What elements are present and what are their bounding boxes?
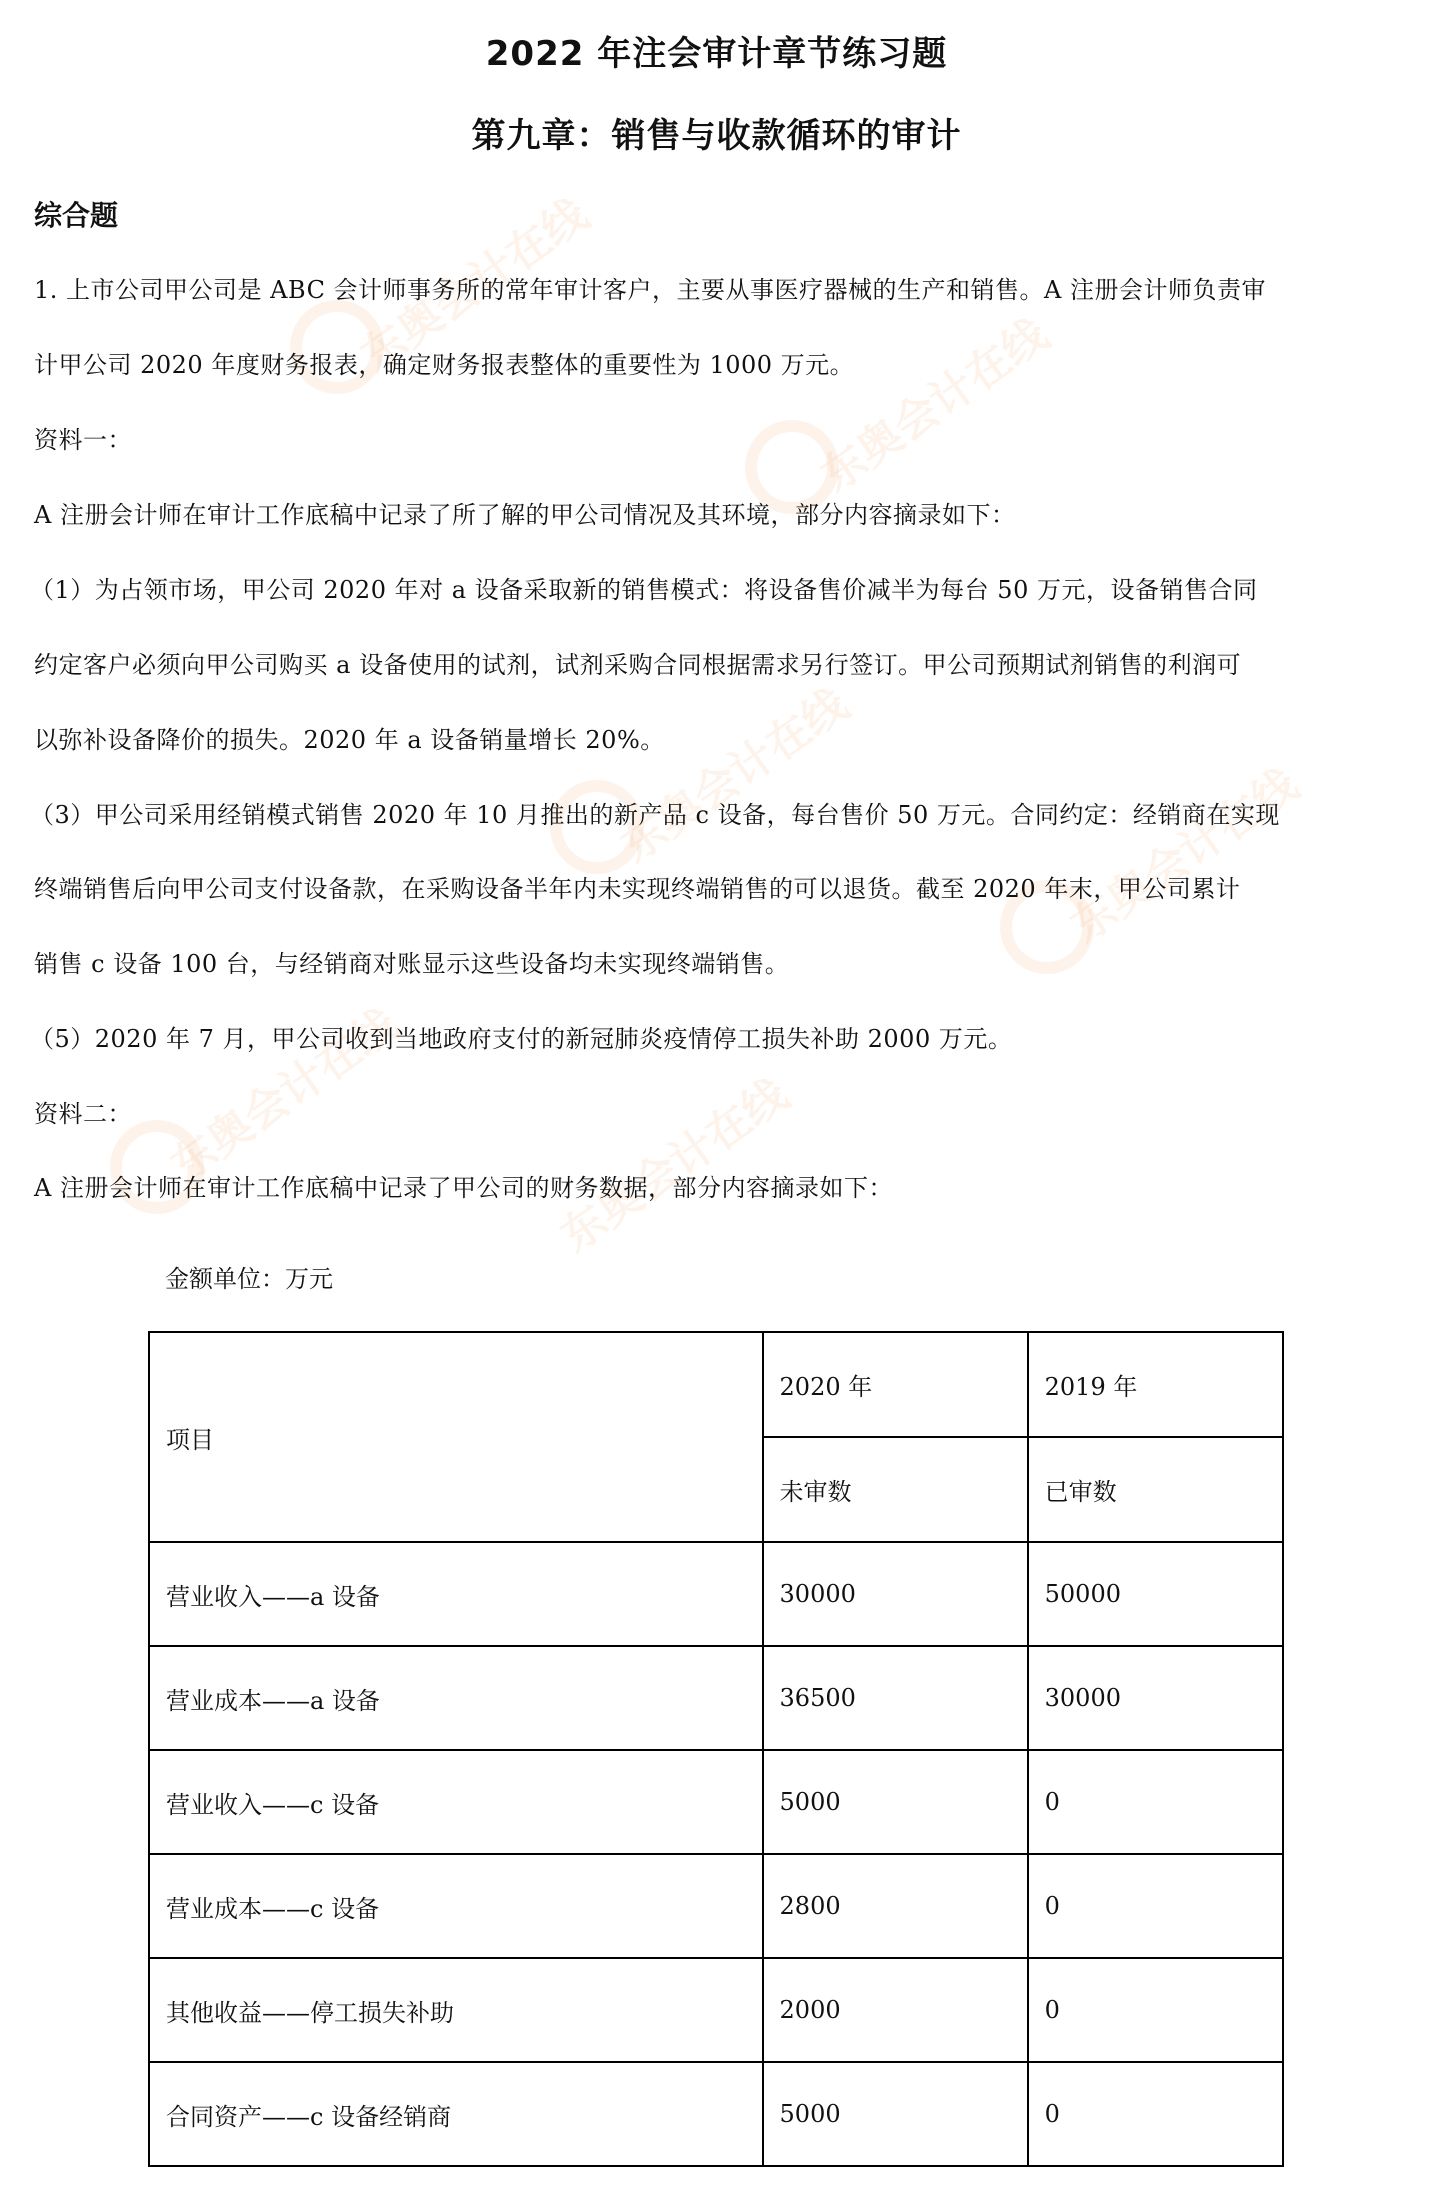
question-line: 1. 上市公司甲公司是 ABC 会计师事务所的常年审计客户，主要从事医疗器械的生产和销售。A 注册会计师负责审	[34, 276, 1267, 304]
header-item: 项目	[149, 1332, 763, 1542]
row-item: 营业收入——a 设备	[149, 1542, 763, 1646]
question-line: A 注册会计师在审计工作底稿中记录了所了解的甲公司情况及其环境，部分内容摘录如下：	[34, 501, 1016, 529]
watermark-text: 东奥会计在线	[161, 999, 408, 1193]
row-item: 合同资产——c 设备经销商	[149, 2062, 763, 2166]
row-value-2020: 5000	[763, 2062, 1028, 2166]
watermark-text: 东奥会计在线	[1061, 759, 1308, 953]
row-item: 营业成本——c 设备	[149, 1854, 763, 1958]
table-row	[149, 1854, 1283, 1958]
page-title: 2022 年注会审计章节练习题	[485, 34, 948, 74]
table-row	[149, 1958, 1283, 2062]
section-heading: 综合题	[34, 199, 119, 232]
row-item: 营业成本——a 设备	[149, 1646, 763, 1750]
row-value-2019: 30000	[1028, 1646, 1283, 1750]
row-value-2020: 30000	[763, 1542, 1028, 1646]
material-label: 资料一：	[34, 426, 132, 454]
row-value-2019: 0	[1028, 1750, 1283, 1854]
question-line: 销售 c 设备 100 台，与经销商对账显示这些设备均未实现终端销售。	[34, 950, 790, 978]
question-line: 约定客户必须向甲公司购买 a 设备使用的试剂，试剂采购合同根据需求另行签订。甲公司预期试剂销售的利润可	[34, 651, 1242, 679]
header-audited: 已审数	[1028, 1437, 1283, 1542]
table-header-row	[149, 1332, 1283, 1437]
table-row	[149, 1750, 1283, 1854]
material-label: 资料二：	[34, 1100, 132, 1128]
header-year-2020: 2020 年	[763, 1332, 1028, 1437]
chapter-title: 第九章：销售与收款循环的审计	[471, 116, 962, 156]
table-row	[149, 2062, 1283, 2166]
row-value-2020: 36500	[763, 1646, 1028, 1750]
row-value-2020: 5000	[763, 1750, 1028, 1854]
financial-data-table	[148, 1331, 1284, 2167]
question-line: （3）甲公司采用经销模式销售 2020 年 10 月推出的新产品 c 设备，每台售价 50 万元。合同约定：经销商在实现	[30, 801, 1280, 829]
question-line: 终端销售后向甲公司支付设备款，在采购设备半年内未实现终端销售的可以退货。截至 2020 年末，甲公司累计	[34, 875, 1241, 903]
question-line: A 注册会计师在审计工作底稿中记录了甲公司的财务数据，部分内容摘录如下：	[34, 1174, 893, 1202]
row-value-2019: 0	[1028, 2062, 1283, 2166]
question-line: （1）为占领市场，甲公司 2020 年对 a 设备采取新的销售模式：将设备售价减半为每台 50 万元，设备销售合同	[30, 576, 1258, 604]
watermark-text: 东奥会计在线	[351, 189, 598, 383]
row-item: 其他收益——停工损失补助	[149, 1958, 763, 2062]
row-value-2020: 2000	[763, 1958, 1028, 2062]
table-row	[149, 1646, 1283, 1750]
question-line: （5）2020 年 7 月，甲公司收到当地政府支付的新冠肺炎疫情停工损失补助 2000 万元。	[30, 1025, 1013, 1053]
watermark-text: 东奥会计在线	[611, 679, 858, 873]
table-row	[149, 1542, 1283, 1646]
question-line: 计甲公司 2020 年度财务报表，确定财务报表整体的重要性为 1000 万元。	[34, 351, 855, 379]
watermark-text: 东奥会计在线	[551, 1069, 798, 1263]
row-value-2019: 0	[1028, 1958, 1283, 2062]
unit-label: 金额单位：万元	[165, 1265, 333, 1293]
row-value-2019: 0	[1028, 1854, 1283, 1958]
watermark-text: 东奥会计在线	[811, 309, 1058, 503]
row-value-2020: 2800	[763, 1854, 1028, 1958]
header-unaudited: 未审数	[763, 1437, 1028, 1542]
row-item: 营业收入——c 设备	[149, 1750, 763, 1854]
question-line: 以弥补设备降价的损失。2020 年 a 设备销量增长 20%。	[34, 726, 665, 754]
header-year-2019: 2019 年	[1028, 1332, 1283, 1437]
row-value-2019: 50000	[1028, 1542, 1283, 1646]
